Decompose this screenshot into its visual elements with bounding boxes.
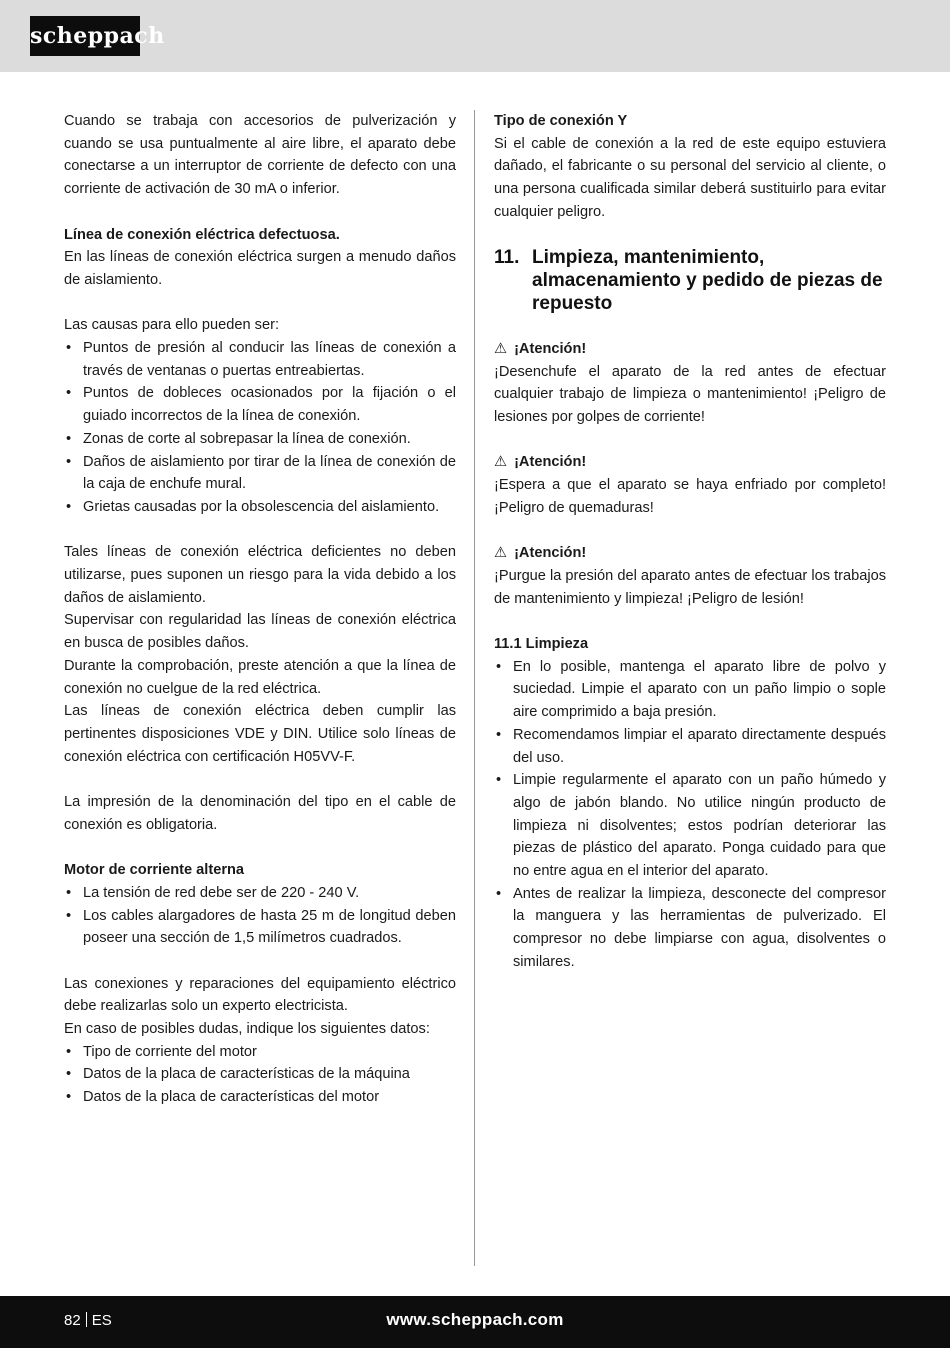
list-item: • Puntos de dobleces ocasionados por la fijación o el guiado incorrectos de la línea de conexión. [64, 382, 456, 427]
list-item: • Zonas de corte al sobrepasar la línea de conexión. [64, 428, 456, 451]
section-heading [494, 246, 886, 315]
list-item: • Daños de aislamiento por tirar de la línea de conexión de la caja de enchufe mural. [64, 451, 456, 496]
list-item: • Datos de la placa de características de la máquina [64, 1063, 456, 1086]
list-item: • Los cables alargadores de hasta 25 m de longitud deben poseer una sección de 1,5 milímetros cuadrados. [64, 905, 456, 950]
list-item: • Datos de la placa de características del motor [64, 1086, 456, 1109]
defective-line-text: En las líneas de conexión eléctrica surgen a menudo daños de aislamiento. [64, 249, 456, 288]
list-item: • La tensión de red debe ser de 220 - 240 V. [64, 882, 456, 905]
deficient-lines-paragraph: Tales líneas de conexión eléctrica deficientes no deben utilizarse, pues suponen un riesgo para la vida debido a los daños de aislamiento. [64, 544, 456, 606]
list-item: • Puntos de presión al conducir las líneas de conexión a través de ventanas o puertas entreabiertas. [64, 337, 456, 382]
motor-heading: Motor de corriente alterna [64, 862, 245, 879]
supervise-paragraph: Supervisar con regularidad las líneas de conexión eléctrica en busca de posibles daños. [64, 612, 456, 652]
right-column [494, 110, 886, 974]
y-connection-heading: Tipo de conexión Y [494, 113, 628, 129]
cleaning-heading: 11.1 Limpieza [494, 635, 589, 652]
type-print-paragraph: La impresión de la denominación del tipo en el cable de conexión es obligatoria. [64, 794, 456, 833]
check-paragraph: Durante la comprobación, preste atención a que la línea de conexión no cuelgue de la red eléctrica. [64, 657, 456, 697]
standards-paragraph: Las líneas de conexión eléctrica deben cumplir las pertinentes disposiciones VDE y DIN. Utilice solo líneas de conexión eléctrica con certificación H05VV-F. [64, 703, 456, 765]
warning-text: ¡Espera a que el aparato se haya enfriado por completo! ¡Peligro de quemaduras! [494, 477, 886, 516]
section-title: Limpieza, mantenimiento, almacenamiento y pedido de piezas de repuesto [532, 247, 883, 315]
column-divider [474, 110, 475, 1266]
motor-list [64, 882, 456, 950]
electrician-paragraph: Las conexiones y reparaciones del equipamiento eléctrico debe realizarlas solo un experto electricista. [64, 975, 456, 1015]
cleaning-list [494, 656, 886, 974]
list-item: • Antes de realizar la limpieza, desconecte del compresor la manguera y las herramientas de pulverizado. El compresor no debe limpiarse con agua, disolventes o similares. [494, 883, 886, 974]
language-code: ES [91, 1312, 112, 1329]
warning-text: ¡Desenchufe el aparato de la red antes de efectuar cualquier trabajo de limpieza o mantenimiento! ¡Peligro de lesiones por golpes de corriente! [494, 363, 886, 425]
list-item: • Grietas causadas por la obsolescencia del aislamiento. [64, 496, 456, 519]
warning-heading: ⚠ ¡Atención! [494, 542, 886, 565]
data-list [64, 1041, 456, 1109]
page-number: 82 [64, 1312, 81, 1329]
list-item: • Tipo de corriente del motor [64, 1041, 456, 1064]
header-bar [0, 0, 950, 72]
warning-heading: ⚠ ¡Atención! [494, 338, 886, 361]
scheppach-logo: scheppach [30, 16, 140, 56]
warning-heading: ⚠ ¡Atención! [494, 451, 886, 474]
warning-triangle-icon: ⚠ [494, 545, 508, 562]
doubts-paragraph: En caso de posibles dudas, indique los siguientes datos: [64, 1021, 430, 1038]
list-item: • En lo posible, mantenga el aparato libre de polvo y suciedad. Limpie el aparato con un paño limpio o sople aire comprimido a baja presión. [494, 656, 886, 724]
website-link[interactable]: www.scheppach.com [386, 1310, 564, 1329]
warning-triangle-icon: ⚠ [494, 340, 508, 357]
rcd-paragraph: Cuando se trabaja con accesorios de pulverización y cuando se usa puntualmente al aire libre, el aparato debe conectarse a un interruptor de corriente de defecto con una corriente de activación de 30 mA o inferior. [64, 113, 456, 198]
causes-intro: Las causas para ello pueden ser: [64, 317, 279, 334]
causes-list [64, 337, 456, 519]
left-column [64, 110, 456, 1109]
list-item: • Limpie regularmente el aparato con un paño húmedo y algo de jabón blando. No utilice ningún producto de limpieza ni disolventes; estos podrían deteriorar las piezas de plástico del aparato. Ponga cuidado para que no entre agua en el interior del aparato. [494, 769, 886, 883]
warning-text: ¡Purgue la presión del aparato antes de efectuar los trabajos de mantenimiento y limpieza! ¡Peligro de lesión! [494, 567, 886, 607]
defective-line-heading: Línea de conexión eléctrica defectuosa. [64, 226, 340, 243]
y-connection-text: Si el cable de conexión a la red de este equipo estuviera dañado, el fabricante o su personal del servicio al cliente, o una persona cualificada similar deberá sustituirlo para evitar cualquier peligro. [494, 135, 886, 220]
footer-bar [0, 1296, 950, 1348]
list-item: • Recomendamos limpiar el aparato directamente después del uso. [494, 724, 886, 769]
warning-triangle-icon: ⚠ [494, 454, 508, 471]
section-number: 11. [494, 247, 520, 269]
